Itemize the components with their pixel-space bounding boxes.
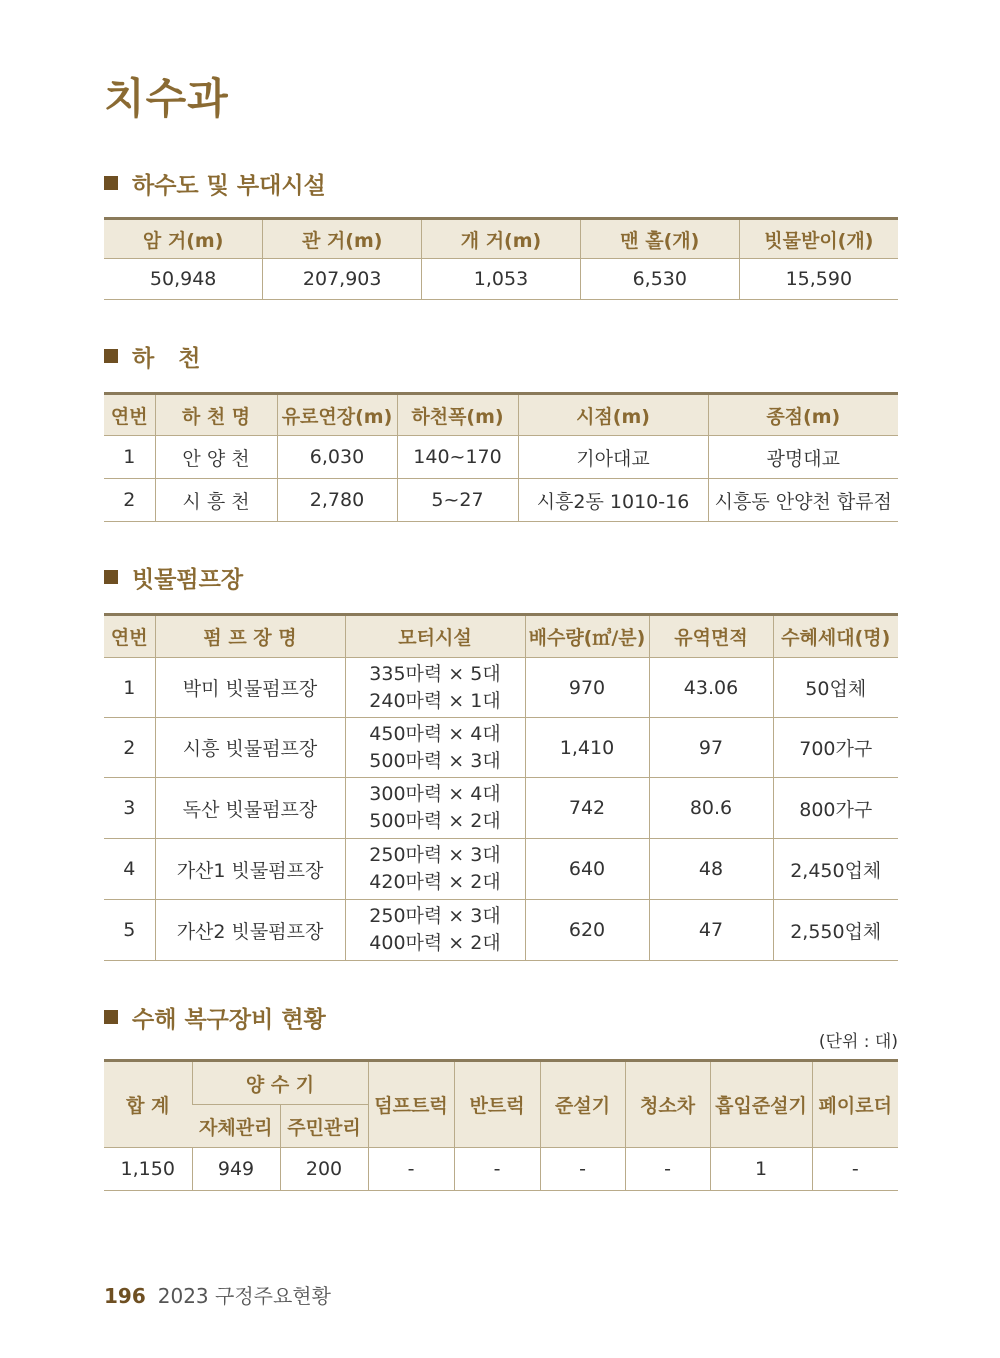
pump-name-cell: 시흥 빗물펌프장 — [155, 718, 345, 778]
river-cell: 광명대교 — [708, 436, 898, 479]
river-cell: 시흥동 안양천 합류점 — [708, 479, 898, 522]
river-heading-text: 하 천 — [132, 345, 201, 372]
sewer-value-cell: 207,903 — [263, 259, 422, 300]
pump-no-cell: 4 — [104, 839, 155, 900]
motor-line: 450마력 × 4대 — [369, 722, 501, 745]
square-bullet-icon — [104, 176, 118, 190]
pump-header-cell: 배수량(㎥/분) — [525, 615, 649, 658]
river-table — [104, 392, 898, 522]
river-cell: 시흥2동 1010-16 — [518, 479, 708, 522]
sewer-heading-text: 하수도 및 부대시설 — [132, 172, 326, 199]
page-footer — [104, 1280, 331, 1309]
equipment-value-cell: 1 — [710, 1148, 812, 1191]
pump-discharge-cell: 1,410 — [525, 718, 649, 778]
pump-discharge-cell: 742 — [525, 778, 649, 839]
pump-header-cell: 수혜세대(명) — [773, 615, 898, 658]
river-header-cell: 연번 — [104, 394, 155, 436]
table-row — [104, 658, 898, 718]
table-row — [104, 259, 898, 300]
equipment-header-cleaner: 청소차 — [625, 1061, 710, 1148]
page-title: 치수과 — [104, 74, 229, 123]
pump-header-cell: 연번 — [104, 615, 155, 658]
pump-no-cell: 3 — [104, 778, 155, 839]
equipment-header-van: 반트럭 — [454, 1061, 540, 1148]
equipment-value-cell: 200 — [280, 1148, 368, 1191]
pump-benefit-cell: 50업체 — [773, 658, 898, 718]
page-number: 196 — [104, 1284, 146, 1308]
pump-heading — [104, 562, 898, 592]
river-cell: 안 양 천 — [155, 436, 277, 479]
equipment-header-suction: 흡입준설기 — [710, 1061, 812, 1148]
motor-line: 250마력 × 3대 — [369, 905, 501, 927]
sewer-header-cell: 빗물받이(개) — [739, 219, 898, 259]
motor-line: 250마력 × 3대 — [369, 844, 501, 866]
pump-area-cell: 97 — [649, 718, 773, 778]
table-row — [104, 1148, 898, 1191]
motor-line: 420마력 × 2대 — [369, 871, 501, 893]
unit-label: (단위 : 대) — [818, 1032, 898, 1052]
equipment-header-dredger: 준설기 — [540, 1061, 625, 1148]
river-heading — [104, 341, 898, 371]
pump-area-cell: 43.06 — [649, 658, 773, 718]
pump-name-cell: 가산2 빗물펌프장 — [155, 900, 345, 961]
equipment-header-total: 합 계 — [104, 1061, 192, 1148]
table-row — [104, 479, 898, 522]
table-row — [104, 436, 898, 479]
sewer-header-cell: 암 거(m) — [104, 219, 263, 259]
equipment-header-self: 자체관리 — [192, 1105, 280, 1148]
river-header-cell: 하천폭(m) — [397, 394, 518, 436]
river-header-cell: 종점(m) — [708, 394, 898, 436]
pump-benefit-cell: 2,550업체 — [773, 900, 898, 961]
river-cell: 140~170 — [397, 436, 518, 479]
motor-line: 400마력 × 2대 — [369, 932, 501, 954]
pump-name-cell: 가산1 빗물펌프장 — [155, 839, 345, 900]
equipment-heading — [104, 1002, 898, 1032]
sewer-value-cell: 50,948 — [104, 259, 263, 300]
equipment-value-cell: 1,150 — [104, 1148, 192, 1191]
sewer-value-cell: 6,530 — [580, 259, 739, 300]
sewer-header-cell: 관 거(m) — [263, 219, 422, 259]
river-cell: 5~27 — [397, 479, 518, 522]
river-cell: 6,030 — [277, 436, 397, 479]
pump-discharge-cell: 970 — [525, 658, 649, 718]
pump-benefit-cell: 2,450업체 — [773, 839, 898, 900]
equipment-table-wrap — [104, 1059, 898, 1191]
equipment-header-dump: 덤프트럭 — [368, 1061, 454, 1148]
pump-header-cell: 모터시설 — [345, 615, 525, 658]
equipment-value-cell: - — [368, 1148, 454, 1191]
pump-header-cell: 유역면적 — [649, 615, 773, 658]
sewer-header-cell: 맨 홀(개) — [580, 219, 739, 259]
sewer-value-cell: 1,053 — [422, 259, 581, 300]
pump-table — [104, 613, 898, 961]
pump-motor-cell — [345, 900, 525, 961]
motor-line: 335마력 × 5대 — [369, 662, 501, 685]
pump-area-cell: 80.6 — [649, 778, 773, 839]
pump-no-cell: 1 — [104, 658, 155, 718]
river-cell: 2,780 — [277, 479, 397, 522]
square-bullet-icon — [104, 1010, 118, 1024]
table-row — [104, 900, 898, 961]
sewer-section — [104, 168, 898, 300]
equipment-header-loader: 페이로더 — [812, 1061, 898, 1148]
square-bullet-icon — [104, 349, 118, 363]
motor-line: 500마력 × 2대 — [369, 810, 501, 832]
equipment-header-pump: 양 수 기 — [192, 1061, 368, 1105]
river-cell: 시 흥 천 — [155, 479, 277, 522]
table-row — [104, 778, 898, 839]
equipment-value-cell: - — [625, 1148, 710, 1191]
motor-line: 500마력 × 3대 — [369, 749, 501, 772]
motor-line: 240마력 × 1대 — [369, 689, 501, 712]
river-header-cell: 시점(m) — [518, 394, 708, 436]
river-header-cell: 유로연장(m) — [277, 394, 397, 436]
river-cell: 2 — [104, 479, 155, 522]
river-cell: 1 — [104, 436, 155, 479]
pump-header-cell: 펌 프 장 명 — [155, 615, 345, 658]
pump-area-cell: 48 — [649, 839, 773, 900]
equipment-value-cell: - — [812, 1148, 898, 1191]
motor-line: 300마력 × 4대 — [369, 783, 501, 805]
pump-benefit-cell: 800가구 — [773, 778, 898, 839]
pump-section — [104, 562, 898, 961]
pump-name-cell: 독산 빗물펌프장 — [155, 778, 345, 839]
river-cell: 기아대교 — [518, 436, 708, 479]
equipment-heading-text: 수해 복구장비 현황 — [132, 1006, 326, 1033]
pump-discharge-cell: 620 — [525, 900, 649, 961]
table-row — [104, 839, 898, 900]
equipment-value-cell: - — [454, 1148, 540, 1191]
pump-no-cell: 2 — [104, 718, 155, 778]
footer-title: 2023 구정주요현황 — [157, 1284, 331, 1308]
pump-motor-cell — [345, 658, 525, 718]
pump-motor-cell — [345, 778, 525, 839]
sewer-header-cell: 개 거(m) — [422, 219, 581, 259]
sewer-value-cell: 15,590 — [739, 259, 898, 300]
sewer-table — [104, 217, 898, 300]
pump-heading-text: 빗물펌프장 — [132, 566, 244, 593]
pump-area-cell: 47 — [649, 900, 773, 961]
river-header-cell: 하 천 명 — [155, 394, 277, 436]
equipment-value-cell: 949 — [192, 1148, 280, 1191]
pump-no-cell: 5 — [104, 900, 155, 961]
square-bullet-icon — [104, 570, 118, 584]
pump-benefit-cell: 700가구 — [773, 718, 898, 778]
sewer-heading — [104, 168, 898, 198]
pump-name-cell: 박미 빗물펌프장 — [155, 658, 345, 718]
pump-discharge-cell: 640 — [525, 839, 649, 900]
equipment-header-resident: 주민관리 — [280, 1105, 368, 1148]
river-section — [104, 341, 898, 522]
equipment-table — [104, 1059, 898, 1191]
pump-motor-cell — [345, 718, 525, 778]
table-row — [104, 718, 898, 778]
equipment-value-cell: - — [540, 1148, 625, 1191]
pump-motor-cell — [345, 839, 525, 900]
equipment-section — [104, 1002, 898, 1032]
